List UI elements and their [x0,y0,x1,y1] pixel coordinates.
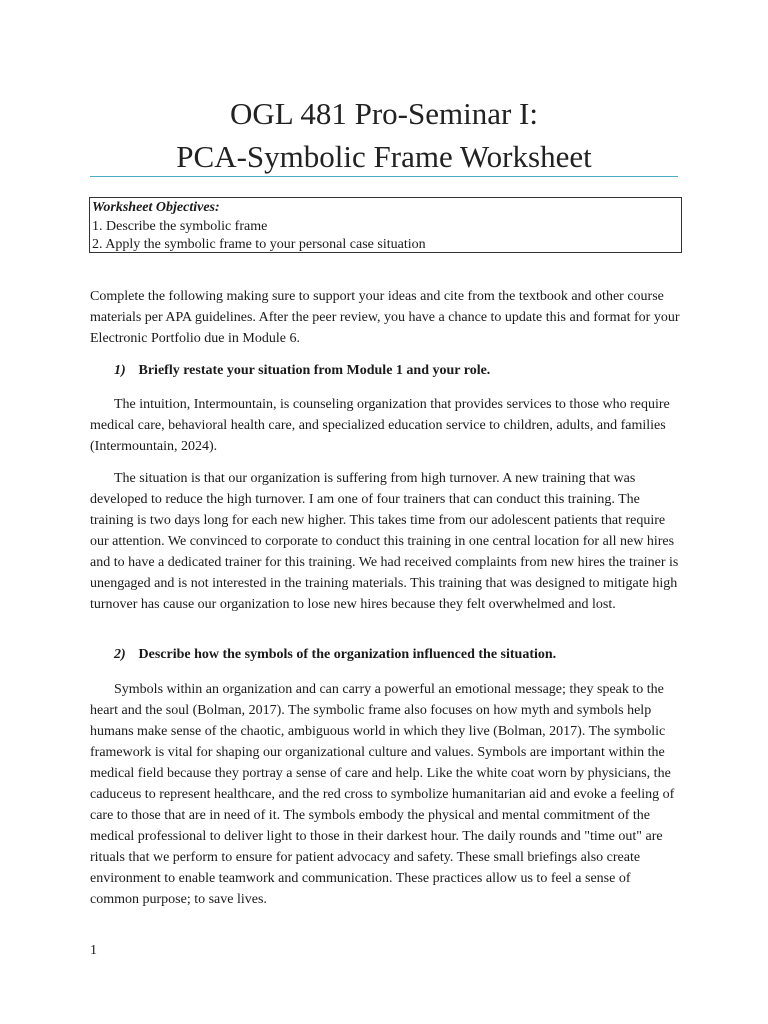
question-1-text: Briefly restate your situation from Module 1 and your role. [138,363,491,378]
question-1-number: 1) [114,363,126,378]
question-1 [114,361,684,381]
page-number: 1 [90,943,97,958]
question-2-text: Describe how the symbols of the organization influenced the situation. [138,647,557,662]
intro-paragraph: Complete the following making sure to support your ideas and cite from the textbook and other course materials per APA guidelines. After the peer review, you have a chance to update this and format for your Electronic Portfolio due in Module 6. [90,289,680,346]
answer-1-paragraph-1: The intuition, Intermountain, is counseling organization that provides services to those who require medical care, behavioral health care, and specialized education service to children, adults, and families (Intermountain, 2024). [90,397,670,454]
objective-item-1: 1. Describe the symbolic frame [92,218,268,234]
question-2 [114,645,684,665]
objectives-heading: Worksheet Objectives: [92,200,220,215]
title-divider [90,176,678,177]
title-line-2: PCA-Symbolic Frame Worksheet [176,139,592,174]
title-line-1: OGL 481 Pro-Seminar I: [230,96,538,131]
objectives-box [89,197,682,253]
answer-1-paragraph-2: The situation is that our organization is suffering from high turnover. A new training that was developed to reduce the high turnover. I am one of four trainers that can conduct this training. The training is two days long for each new higher. This takes time from our adolescent patients that require our attention. We convinced to corporate to conduct this training in one central location for all new hires and to have a dedicated trainer for this training. We had received complaints from new hires the trainer is unengaged and is not interested in the training materials. This training that was designed to mitigate high turnover has cause our organization to lose new hires because they felt overwhelmed and lost. [90,471,679,612]
document-title [0,92,768,178]
objective-item-2: 2. Apply the symbolic frame to your personal case situation [92,237,426,252]
question-2-number: 2) [114,647,126,662]
answer-2-paragraph-1: Symbols within an organization and can carry a powerful an emotional message; they speak to the heart and the soul (Bolman, 2017). The symbolic frame also focuses on how myth and symbols help humans make sense of the chaotic, ambiguous world in which they live (Bolman, 2017). The symbolic framework is vital for shaping our organizational culture and values. Symbols are important within the medical field because they portray a sense of care and help. Like the white coat worn by physicians, the caduceus to represent healthcare, and the red cross to symbolize humanitarian aid and evoke a feeling of care to those that are in need of it. The symbols embody the physical and mental commitment of the medical professional to deliver light to those in their darkest hour. The daily rounds and "time out" are rituals that we perform to ensure for patient advocacy and safety. These small briefings also create environment to enable teamwork and communication. These practices allow us to feel a sense of common purpose; to save lives. [90,682,675,907]
